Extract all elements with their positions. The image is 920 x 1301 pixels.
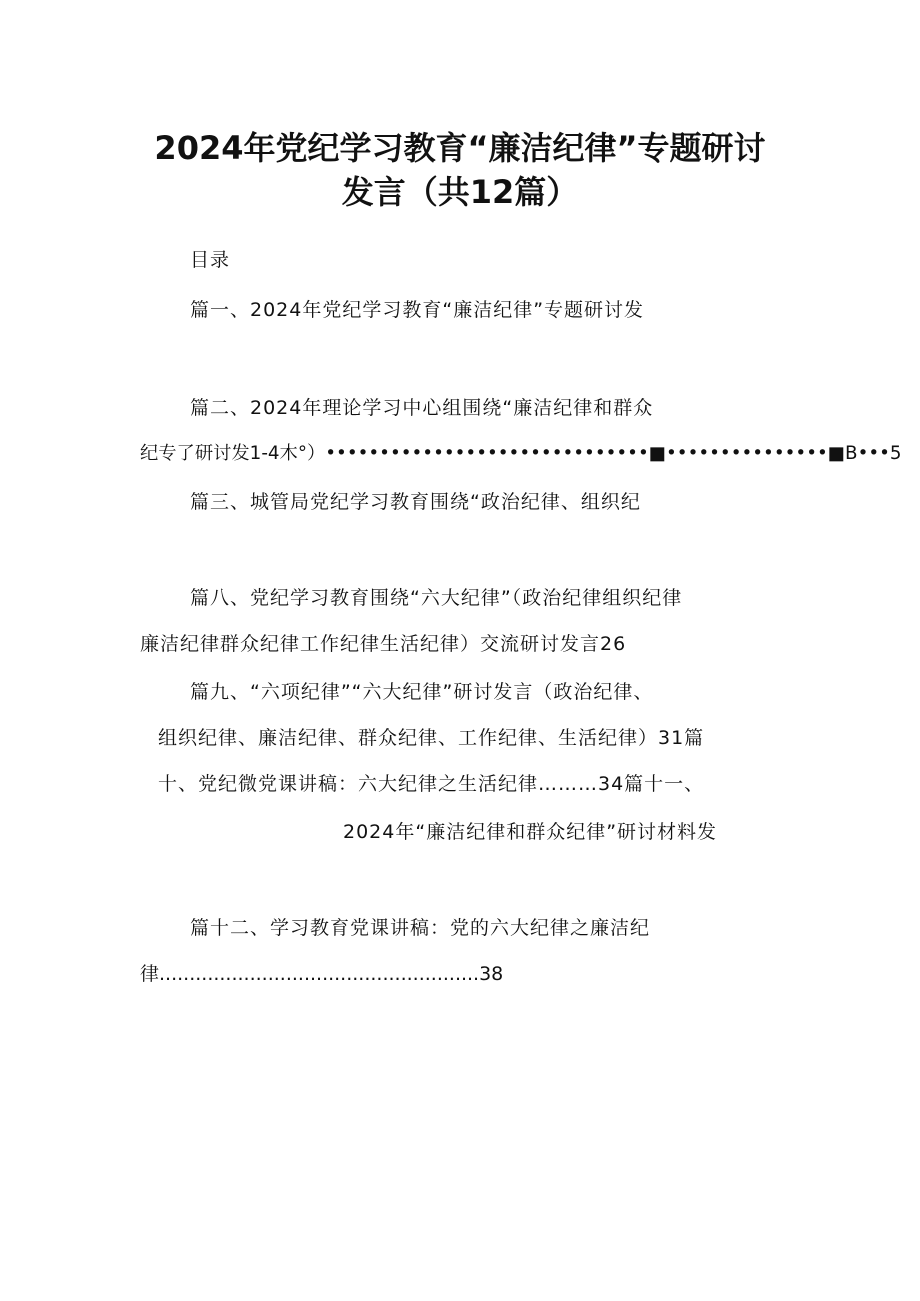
toc-entry-12-continued[interactable]: 律.....................................................38 [140, 963, 504, 985]
toc-entry-8[interactable]: 篇八、党纪学习教育围绕“六大纪律”（政治纪律组织纪律 [190, 587, 683, 609]
toc-entry-10[interactable]: 十、党纪微党课讲稿：六大纪律之生活纪律………34篇十一、 [158, 773, 705, 795]
toc-entry-1[interactable]: 篇一、2024年党纪学习教育“廉洁纪律”专题研讨发 [190, 299, 645, 321]
toc-entry-3[interactable]: 篇三、城管局党纪学习教育围绕“政治纪律、组织纪 [190, 491, 641, 513]
toc-entry-11[interactable]: 2024年“廉洁纪律和群众纪律”研讨材料发 [343, 821, 718, 843]
toc-entry-2[interactable]: 篇二、2024年理论学习中心组围绕“廉洁纪律和群众 [190, 397, 654, 419]
toc-heading: 目录 [190, 249, 231, 271]
toc-entry-8-continued[interactable]: 廉洁纪律群众纪律工作纪律生活纪律）交流研讨发言26 [140, 633, 627, 655]
toc-entry-9[interactable]: 篇九、“六项纪律”“六大纪律”研讨发言（政治纪律、 [190, 681, 654, 703]
toc-entry-12[interactable]: 篇十二、学习教育党课讲稿：党的六大纪律之廉洁纪 [190, 917, 651, 939]
toc-entry-2-continued[interactable]: 纪专了研讨发1-4木°）••••••••••••••••••••••••••••••■•••••••••••••••■B•••5 [140, 443, 902, 464]
document-title-line1: 2024年党纪学习教育“廉洁纪律”专题研讨 [154, 129, 766, 167]
toc-entry-9-continued[interactable]: 组织纪律、廉洁纪律、群众纪律、工作纪律、生活纪律）31篇 [158, 727, 705, 749]
document-title-line2: 发言（共12篇） [341, 173, 579, 211]
